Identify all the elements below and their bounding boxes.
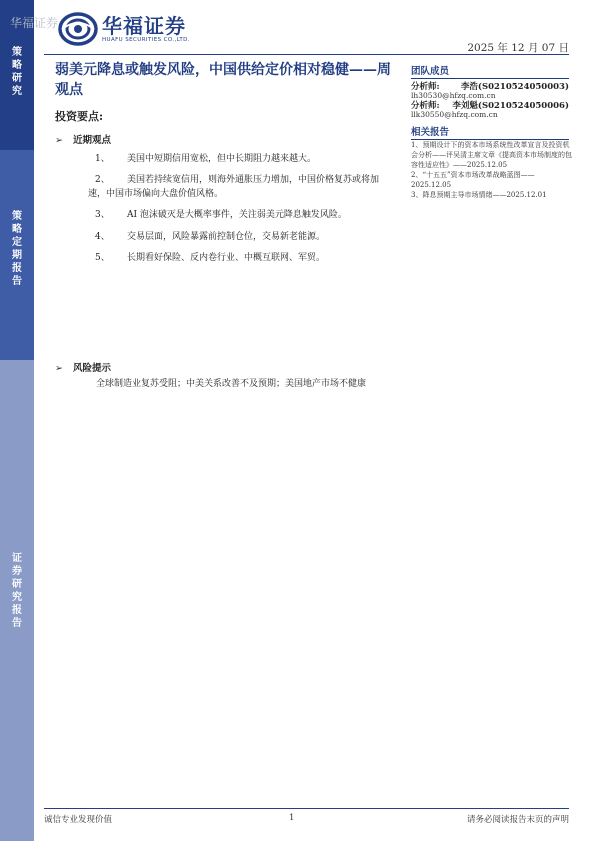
sidebar-label-char: 策 (12, 47, 22, 58)
section-heading-text: 风险提示 (73, 363, 112, 374)
sidebar-label-char: 报 (12, 605, 22, 616)
sidebar-mid-label (0, 210, 34, 288)
list-item (55, 230, 395, 244)
related-report-link[interactable]: 2、“十五五”资本市场改革战略蓝图——2025.12.05 (411, 171, 535, 189)
team-heading: 团队成员 (411, 63, 569, 79)
risk-warning-text: 全球制造业复苏受阻；中美关系改善不及预期；美国地产市场不健康 (96, 379, 367, 389)
sidebar-label-char: 告 (12, 276, 22, 287)
sidebar-label-char: 究 (12, 592, 22, 603)
sidebar (0, 0, 34, 841)
sidebar-label-char: 定 (12, 237, 22, 248)
analyst-role: 分析师: (411, 82, 440, 92)
header-rule (44, 54, 569, 55)
related-report-link[interactable]: 3、降息预期主导市场情绪——2025.12.01 (411, 191, 547, 199)
list-item-number: 2、 (95, 175, 110, 185)
section-heading-text: 近期观点 (73, 135, 112, 146)
list-item-number: 1、 (95, 154, 110, 164)
analyst-email[interactable]: lh30530@hfzq.com.cn (411, 91, 496, 100)
footer-rule (44, 808, 569, 809)
arrow-bullet-icon: ➢ (55, 363, 63, 374)
list-item (55, 251, 395, 265)
sidebar-label-char: 券 (12, 566, 22, 577)
brand-name-cn: 华福证券 (102, 14, 186, 38)
sidebar-label-char: 研 (12, 579, 22, 590)
sidebar-label-char: 策 (12, 211, 22, 222)
sidebar-label-char: 究 (12, 86, 22, 97)
list-item-text: AI 泡沫破灭是大概率事件，关注弱美元降息触发风险。 (127, 210, 347, 220)
analyst-name: 李刘魁(S0210524050006) (452, 101, 569, 111)
section-recent-views-heading (55, 132, 111, 146)
page-number: 1 (289, 813, 295, 823)
sidebar-label-char: 报 (12, 263, 22, 274)
brand-logo (58, 12, 190, 46)
analyst-role: 分析师: (411, 101, 440, 111)
list-item-text: 美国中短期信用宽松，但中长期阻力越来越大。 (127, 154, 317, 164)
brand-logo-icon (58, 12, 98, 46)
report-title: 弱美元降息或触发风险，中国供给定价相对稳健——周观点 (55, 62, 391, 98)
footer-disclaimer: 请务必阅读报告末页的声明 (466, 815, 569, 825)
watermark: 华福证券 (10, 16, 59, 30)
brand-name-en: HUAFU SECURITIES CO.,LTD. (102, 37, 190, 43)
list-item-text: 长期看好保险、反内卷行业、中概互联网、军贸。 (127, 253, 326, 263)
list-item-number: 3、 (95, 210, 110, 220)
arrow-bullet-icon: ➢ (55, 135, 63, 146)
sidebar-label-char: 略 (12, 224, 22, 235)
report-date: 2025 年 12 月 07 日 (467, 42, 569, 54)
list-item-text: 美国若持续宽信用，则海外通胀压力增加，中国价格复苏或将加速，中国市场偏向大盘价值风格。 (88, 175, 380, 199)
analyst-name: 李浩(S0210524050003) (460, 82, 569, 92)
sidebar-label-char: 研 (12, 73, 22, 84)
list-item-number: 4、 (95, 232, 110, 242)
list-item (55, 173, 395, 201)
list-item (55, 208, 395, 222)
sidebar-label-char: 告 (12, 618, 22, 629)
list-item-number: 5、 (95, 253, 110, 263)
sidebar-label-char: 略 (12, 60, 22, 71)
sidebar-top-label (0, 46, 34, 98)
sidebar-label-char: 期 (12, 250, 22, 261)
section-risk-heading (55, 360, 111, 374)
sidebar-bottom-label (0, 552, 34, 630)
related-report-link[interactable]: 1、预期设计下的资本市场系统性改革宣言及投资机会分析——评吴清主席文章《提高资本市场制度的包容性适应性》——2025.12.05 (411, 141, 572, 169)
list-item (55, 152, 395, 166)
investment-points-heading: 投资要点: (55, 110, 104, 123)
list-item-text: 交易层面，风险暴露前控制仓位，交易新老能源。 (127, 232, 326, 242)
footer-slogan: 诚信专业发现价值 (44, 815, 113, 825)
related-reports-heading: 相关报告 (411, 124, 569, 140)
analyst-email[interactable]: llk30550@hfzq.com.cn (411, 110, 498, 119)
sidebar-label-char: 证 (12, 553, 22, 564)
